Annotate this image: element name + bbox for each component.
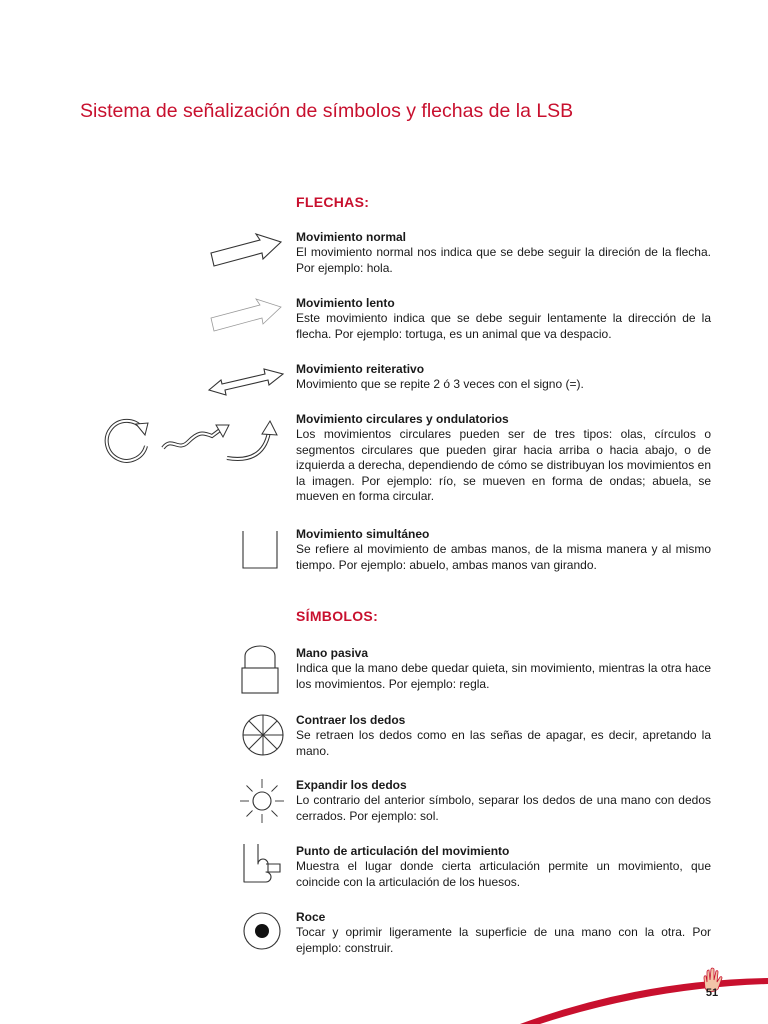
entry-title: Movimiento lento: [296, 296, 395, 310]
page-number: 51: [705, 987, 719, 999]
entry-title: Mano pasiva: [296, 646, 369, 660]
double-arrow-icon: [207, 364, 285, 400]
entry-expandir-dedos: [296, 777, 711, 824]
entry-mano-pasiva: [296, 645, 711, 692]
entry-title: Movimiento simultáneo: [296, 527, 430, 541]
entry-text: Tocar y oprimir ligeramente la superficie de una mano con la otra. Por ejemplo: construir.: [296, 925, 711, 955]
entry-text: Los movimientos circulares pueden ser de tres tipos: olas, círculos o segmentos circulares que pueden girar hacia arriba o hacia abajo, o de izquierda a derecha, dependiendo de cómo se distribuyan los movimientos en la imagen. Por ejemplo: río, se mueven en forma de ondas; abuela, se mueven en forma circular.: [296, 427, 711, 503]
passive-hand-icon: [240, 644, 280, 696]
simultaneous-icon: [240, 530, 280, 572]
entry-movimiento-reiterativo: [296, 361, 711, 393]
entry-title: Movimiento circulares y ondulatorios: [296, 412, 509, 426]
entry-movimiento-lento: [296, 295, 711, 342]
entry-title: Contraer los dedos: [296, 713, 406, 727]
entry-text: Este movimiento indica que se debe seguir lentamente la dirección de la flecha. Por ejemplo: tortuga, es un animal que va despacio.: [296, 311, 711, 341]
entry-text: Se retraen los dedos como en las señas de apagar, es decir, apretando la mano.: [296, 728, 711, 758]
entry-movimiento-simultaneo: [296, 526, 711, 573]
flechas-heading: FLECHAS:: [296, 194, 370, 210]
contract-fingers-icon: [240, 712, 286, 758]
circular-arrow-icon: [100, 414, 156, 470]
rub-icon: [240, 908, 286, 954]
entry-title: Expandir los dedos: [296, 778, 407, 792]
entry-text: Se refiere al movimiento de ambas manos, de la misma manera y al mismo tiempo. Por ejemplo: abuelo, ambas manos van girando.: [296, 542, 711, 572]
entry-roce: [296, 909, 711, 956]
entry-text: Indica que la mano debe quedar quieta, sin movimiento, mientras la otra hace los movimientos. Por ejemplo: regla.: [296, 661, 711, 691]
expand-fingers-icon: [240, 778, 286, 824]
articulation-point-icon: [240, 842, 286, 888]
entry-movimiento-normal: [296, 229, 711, 276]
entry-title: Movimiento normal: [296, 230, 407, 244]
entry-movimiento-circulares: [296, 411, 711, 505]
footer-swoosh-decoration: [0, 960, 768, 1024]
curved-up-arrow-icon: [223, 418, 283, 468]
entry-text: Movimiento que se repite 2 ó 3 veces con el signo (=).: [296, 377, 584, 391]
simbolos-heading: SÍMBOLOS:: [296, 608, 379, 624]
entry-title: Punto de articulación del movimiento: [296, 844, 510, 858]
entry-title: Movimiento reiterativo: [296, 362, 425, 376]
entry-text: Muestra el lugar donde cierta articulación permite un movimiento, que coincide con la articulación de los huesos.: [296, 859, 711, 889]
arrow-normal-icon: [208, 232, 284, 272]
entry-text: Lo contrario del anterior símbolo, separar los dedos de una mano con dedos cerrados. Por ejemplo: sol.: [296, 793, 711, 823]
entry-contraer-dedos: [296, 712, 711, 759]
arrow-slow-icon: [208, 297, 284, 337]
entry-title: Roce: [296, 910, 326, 924]
entry-punto-articulacion: [296, 843, 711, 890]
wave-arrow-icon: [160, 418, 232, 458]
page-title: Sistema de señalización de símbolos y flechas de la LSB: [80, 100, 574, 122]
entry-text: El movimiento normal nos indica que se debe seguir la direción de la flecha. Por ejemplo: hola.: [296, 245, 711, 275]
